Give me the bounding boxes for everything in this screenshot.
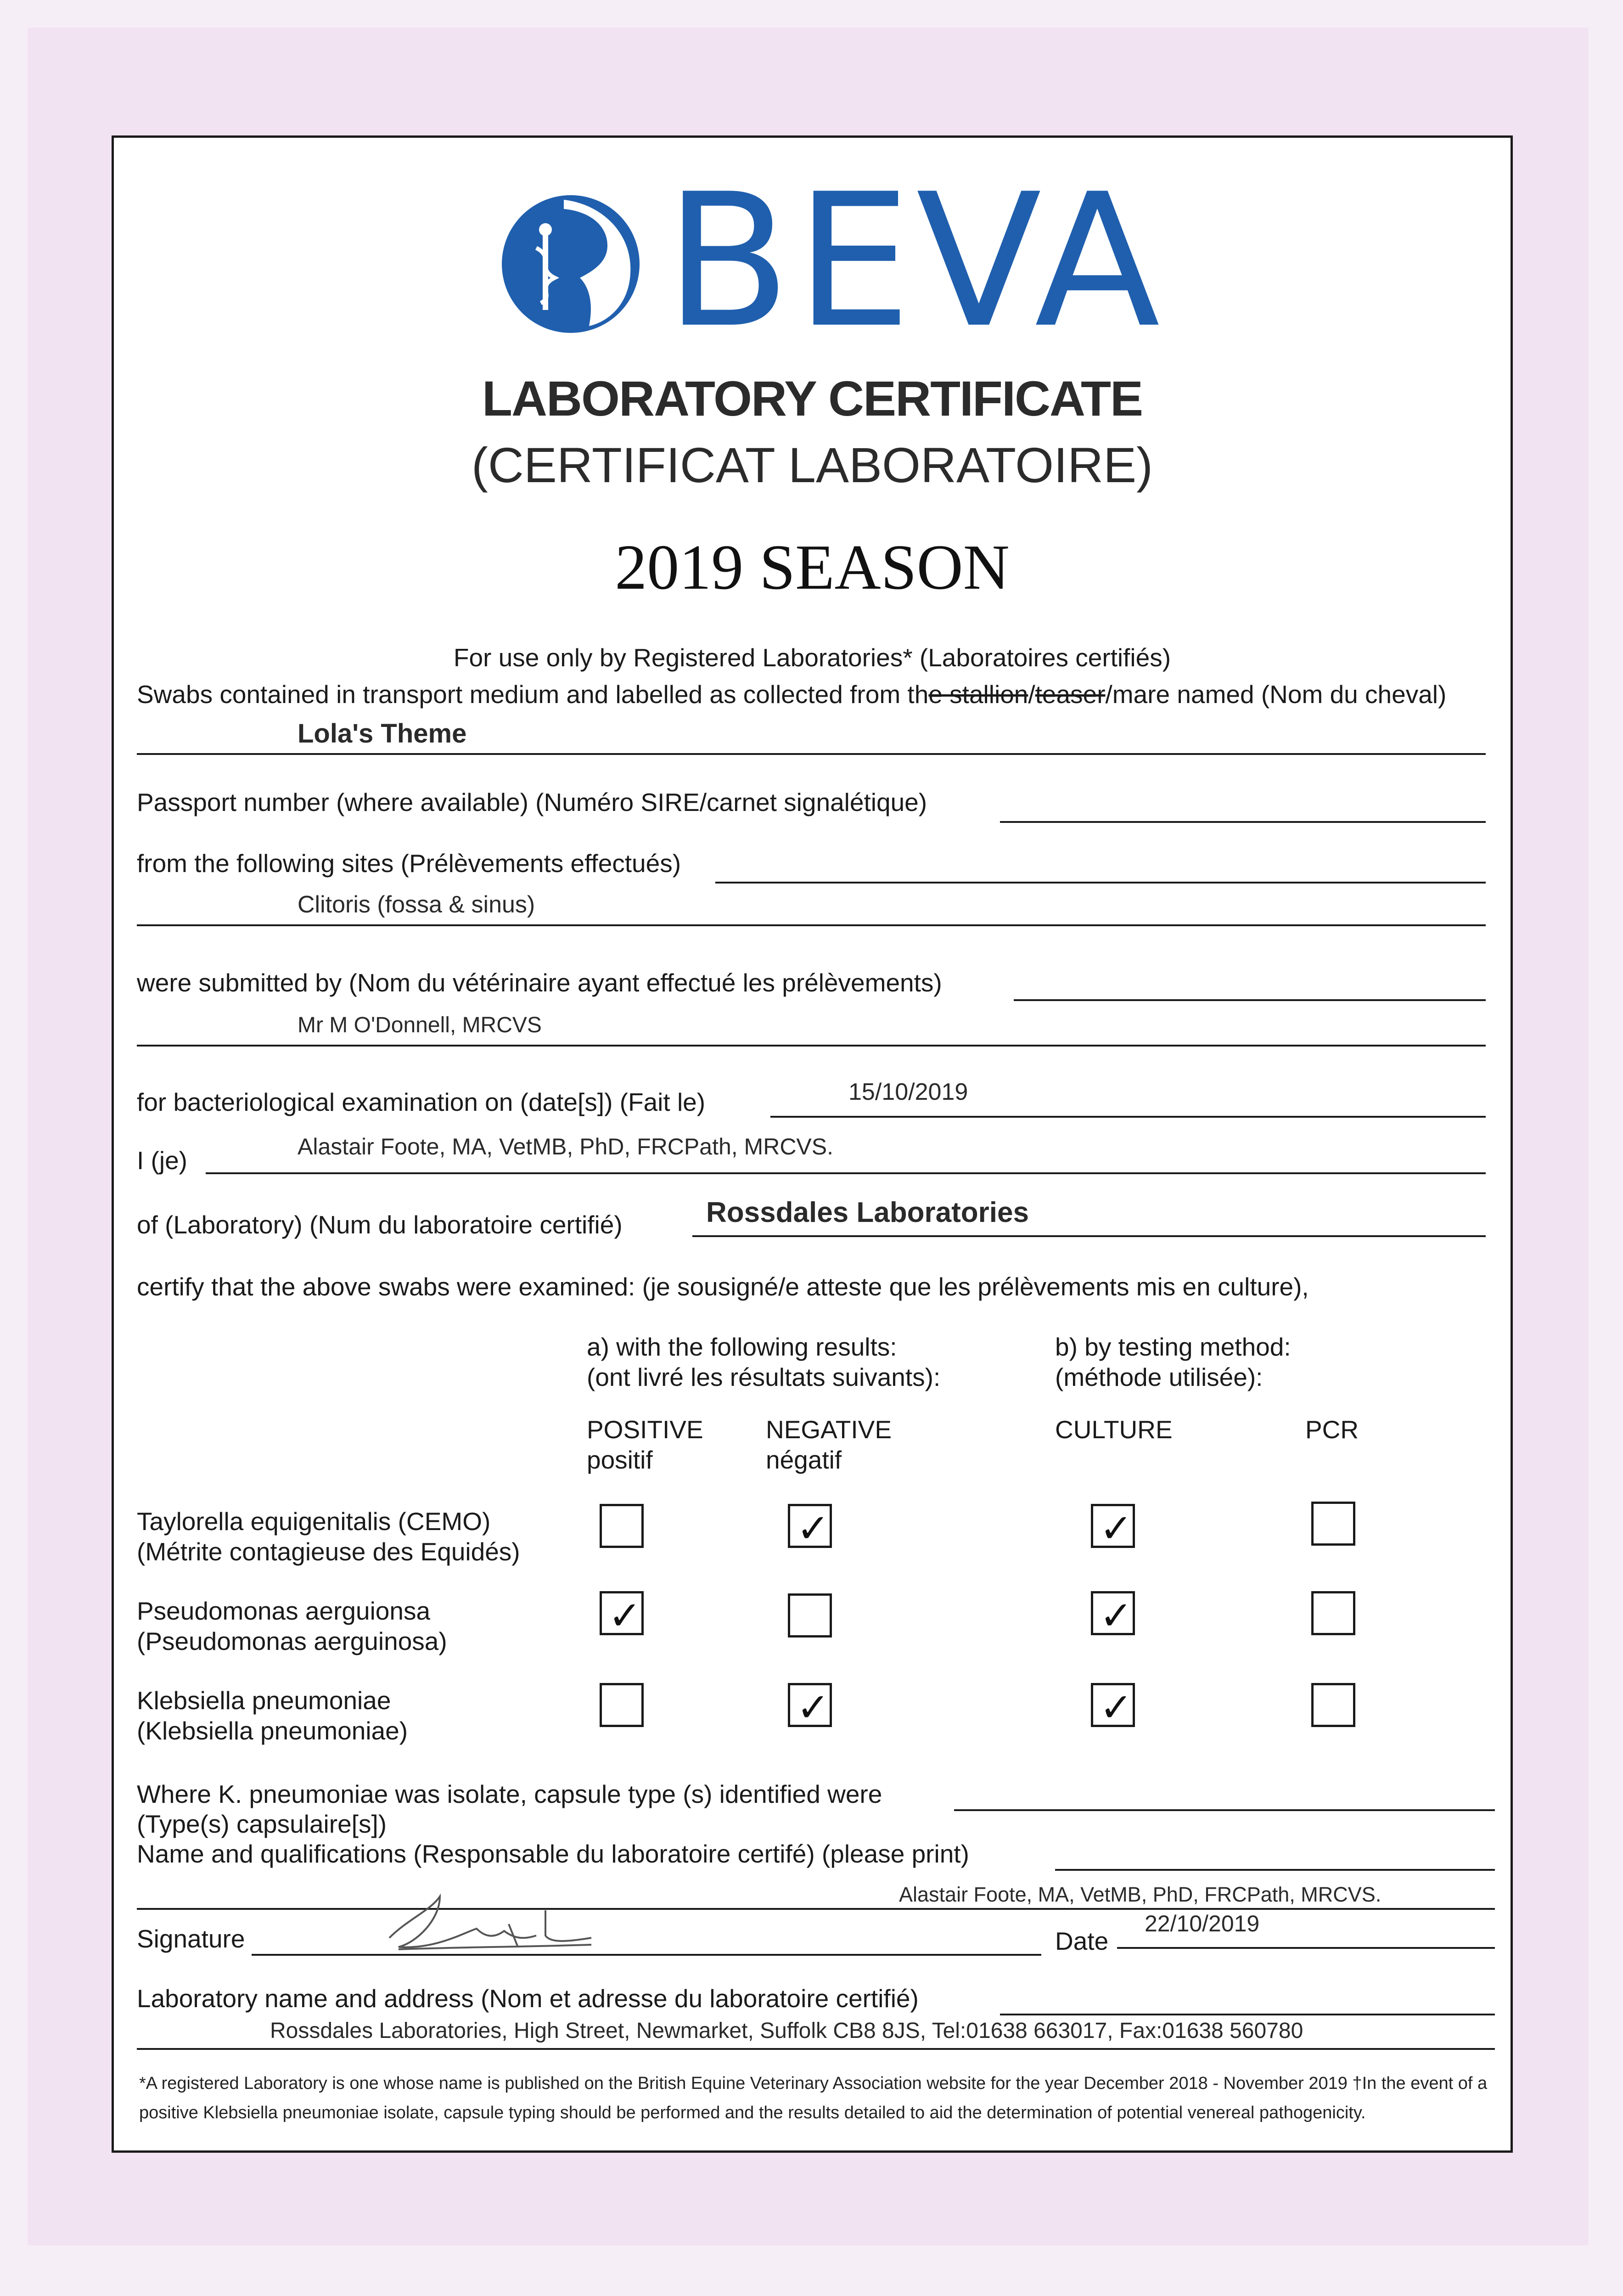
lab-label: of (Laboratory) (Num du laboratoire certifié) [137, 1210, 623, 1239]
organism-1-name: Taylorella equigenitalis (CEMO) [137, 1507, 491, 1536]
address-line-1 [1000, 2014, 1495, 2015]
name-value: Alastair Foote, MA, VetMB, PhD, FRCPath, MRCVS. [899, 1883, 1382, 1906]
sites-line-2 [137, 924, 1486, 926]
lab-value: Rossdales Laboratories [706, 1197, 1029, 1228]
organism-row-2 [137, 1596, 447, 1656]
col-pcr-header: PCR [1305, 1415, 1359, 1444]
swabs-text-stallion: e stallion [928, 680, 1028, 709]
method-header-fr: (méthode utilisée): [1055, 1363, 1263, 1391]
date-line [1117, 1947, 1495, 1949]
row1-positive-checkbox[interactable] [600, 1504, 644, 1548]
swabs-text-slash: / [1028, 680, 1035, 709]
col-negative-header [766, 1414, 892, 1475]
signature-line [252, 1954, 1041, 1956]
name-label: Name and qualifications (Responsable du laboratoire certifé) (please print) [137, 1840, 969, 1868]
row2-pcr-checkbox[interactable] [1311, 1591, 1355, 1635]
row3-positive-checkbox[interactable] [600, 1683, 644, 1727]
checkmark-icon: ✓ [1100, 1506, 1133, 1552]
method-header-en: b) by testing method: [1055, 1333, 1291, 1361]
name-line-2 [137, 1908, 1495, 1910]
col-negative-fr: négatif [766, 1446, 842, 1474]
organism-3-name: Klebsiella pneumoniae [137, 1686, 391, 1715]
col-positive-header [587, 1414, 703, 1475]
row3-negative-checkbox[interactable] [788, 1683, 832, 1731]
horse-name-value: Lola's Theme [298, 719, 467, 748]
sites-label: from the following sites (Prélèvements effectués) [137, 849, 681, 878]
organism-2-name: Pseudomonas aerguionsa [137, 1597, 431, 1625]
exam-label: for bacteriological examination on (date[s]) (Fait le) [137, 1088, 706, 1116]
submitted-label: were submitted by (Nom du vétérinaire ayant effectué les prélèvements) [137, 968, 942, 997]
exam-date-value: 15/10/2019 [848, 1079, 968, 1105]
organism-row-1 [137, 1506, 520, 1567]
row2-negative-checkbox[interactable] [788, 1593, 832, 1638]
submitted-value: Mr M O'Donnell, MRCVS [298, 1013, 542, 1037]
results-header-en: a) with the following results: [587, 1333, 897, 1361]
passport-line [1000, 821, 1486, 823]
submitted-line-1 [1014, 999, 1486, 1001]
swabs-text-e: /mare named (Nom du cheval) [1105, 680, 1447, 709]
results-header-fr: (ont livré les résultats suivants): [587, 1363, 941, 1391]
col-positive-en: POSITIVE [587, 1415, 703, 1444]
organism-1-alt: (Métrite contagieuse des Equidés) [137, 1537, 520, 1566]
capsule-line [954, 1809, 1495, 1811]
checkmark-icon: ✓ [608, 1593, 642, 1639]
je-label: I (je) [137, 1146, 187, 1175]
address-value: Rossdales Laboratories, High Street, Newmarket, Suffolk CB8 8JS, Tel:01638 663017, Fax:01638 560780 [270, 2019, 1303, 2043]
swabs-statement [137, 680, 1446, 709]
horse-name-line [137, 753, 1486, 755]
capsule-label: Where K. pneumoniae was isolate, capsule type (s) identified were [137, 1780, 882, 1808]
exam-date-line [770, 1116, 1486, 1118]
row3-pcr-checkbox[interactable] [1311, 1683, 1355, 1727]
certify-statement: certify that the above swabs were examined: (je sousigné/e atteste que les prélèvements mis en culture), [137, 1272, 1309, 1301]
sites-value: Clitoris (fossa & sinus) [298, 891, 535, 918]
beva-wordmark: BEVA [665, 155, 1165, 368]
organism-3-alt: (Klebsiella pneumoniae) [137, 1716, 408, 1745]
je-line [206, 1172, 1486, 1174]
organism-row-3 [137, 1685, 408, 1746]
col-negative-en: NEGATIVE [766, 1415, 892, 1444]
certificate-title: LABORATORY CERTIFICATE [482, 371, 1142, 426]
beva-logo [495, 155, 1165, 368]
col-culture-header: CULTURE [1055, 1415, 1173, 1444]
signature-mark [371, 1892, 610, 1956]
results-header [587, 1332, 940, 1392]
beva-horse-emblem-icon [495, 188, 646, 340]
sites-line-1 [715, 882, 1486, 884]
col-positive-fr: positif [587, 1446, 653, 1474]
checkmark-icon: ✓ [797, 1506, 830, 1552]
address-label: Laboratory name and address (Nom et adresse du laboratoire certifié) [137, 1984, 919, 2013]
address-line-2 [137, 2048, 1495, 2050]
date-value: 22/10/2019 [1145, 1911, 1260, 1936]
footnote: *A registered Laboratory is one whose name is published on the British Equine Veterinary Association website for the year December 2018 - November 2019 †In the event of a positive Klebsiella pneumoniae isolate, capsule typing should be performed and the results detailed to aid the determination of potential venereal pathogenicity. [139, 2074, 1488, 2122]
certificate-subtitle: (CERTIFICAT LABORATOIRE) [471, 437, 1153, 493]
capsule-alt-label: (Type(s) capsulaire[s]) [137, 1810, 387, 1838]
row1-negative-checkbox[interactable] [788, 1504, 832, 1552]
signature-label: Signature [137, 1925, 245, 1953]
lab-line [692, 1235, 1486, 1237]
checkmark-icon: ✓ [1100, 1685, 1133, 1731]
passport-label: Passport number (where available) (Numéro SIRE/carnet signalétique) [137, 788, 927, 816]
method-header [1055, 1332, 1291, 1392]
row1-culture-checkbox[interactable] [1091, 1504, 1135, 1552]
row2-culture-checkbox[interactable] [1091, 1591, 1135, 1639]
checkmark-icon: ✓ [1100, 1593, 1133, 1639]
organism-2-alt: (Pseudomonas aerguinosa) [137, 1627, 447, 1655]
submitted-line-2 [137, 1045, 1486, 1047]
je-value: Alastair Foote, MA, VetMB, PhD, FRCPath, MRCVS. [298, 1134, 834, 1159]
swabs-text-a: Swabs contained in transport medium and labelled as collected from th [137, 680, 929, 709]
row1-pcr-checkbox[interactable] [1311, 1502, 1355, 1546]
certificate [112, 135, 1513, 2153]
row3-culture-checkbox[interactable] [1091, 1683, 1135, 1731]
name-line-1 [1055, 1869, 1495, 1871]
date-label: Date [1055, 1927, 1109, 1955]
row2-positive-checkbox[interactable] [600, 1591, 644, 1639]
checkmark-icon: ✓ [797, 1685, 830, 1731]
registered-note: For use only by Registered Laboratories* (Laboratoires certifiés) [453, 643, 1171, 672]
swabs-text-teaser: teaser [1035, 680, 1106, 709]
season-heading: 2019 SEASON [615, 532, 1010, 603]
